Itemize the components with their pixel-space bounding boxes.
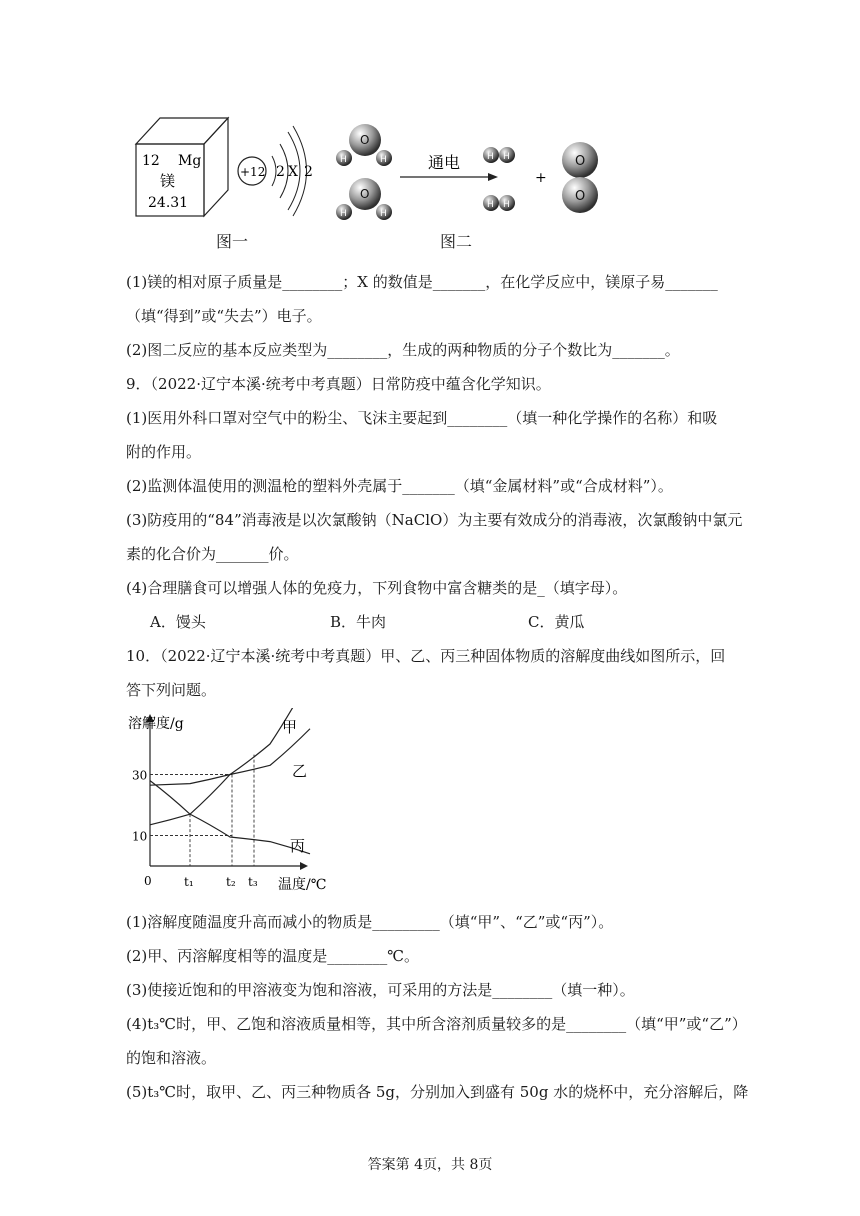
- x-tick-label: t₁: [184, 875, 194, 889]
- x-tick-label: t₂: [226, 875, 236, 889]
- water-molecule-2: [336, 178, 392, 220]
- x-axis-label: 温度/℃: [278, 877, 327, 893]
- q9-part1-line1: (1)医用外科口罩对空气中的粉尘、飞沫主要起到________（填一种化学操作的名称）和吸: [126, 409, 718, 427]
- x-axis-arrow: [300, 862, 308, 870]
- plus-sign: +: [535, 170, 547, 186]
- nucleus-charge: +12: [240, 165, 266, 179]
- svg-text:H: H: [487, 200, 494, 210]
- element-mass: 24.31: [148, 195, 189, 211]
- caption-figure-2: 图二: [440, 232, 473, 251]
- q10-title-line1: 10．（2022·辽宁本溪·统考中考真题）甲、乙、丙三种固体物质的溶解度曲线如图所示，回: [126, 647, 726, 665]
- svg-text:H: H: [340, 155, 347, 165]
- shell1-electrons: 2: [276, 164, 285, 180]
- figure-magnesium: [130, 110, 330, 222]
- svg-text:H: H: [380, 155, 387, 165]
- series-label-3: 丙: [290, 837, 306, 855]
- q8-part1-line1: (1)镁的相对原子质量是________；X 的数值是_______，在化学反应中，镁原子易_______: [126, 273, 718, 291]
- svg-text:H: H: [340, 209, 347, 219]
- q9-part3-line2: 素的化合价为_______价。: [126, 545, 299, 563]
- q10-title-line2: 答下列问题。: [126, 681, 217, 699]
- q9-option-a: A．馒头: [150, 613, 206, 631]
- q9-title: 9．（2022·辽宁本溪·统考中考真题）日常防疫中蕴含化学知识。: [126, 375, 551, 393]
- svg-text:O: O: [360, 187, 370, 201]
- figure-electrolysis: [330, 118, 610, 228]
- page-footer: 答案第 4页，共 8页: [367, 1157, 493, 1173]
- series-curve-2: [150, 729, 310, 785]
- x-tick-label: t₃: [248, 875, 258, 889]
- q9-option-b: B．牛肉: [330, 613, 387, 631]
- solubility-chart: [126, 708, 332, 894]
- element-box-top: [136, 118, 228, 144]
- svg-text:H: H: [503, 200, 510, 210]
- hydrogen-molecule-1: [483, 147, 515, 163]
- svg-text:O: O: [360, 133, 370, 147]
- oxygen-molecule: [562, 142, 598, 213]
- element-number: 12: [142, 153, 160, 169]
- reaction-arrowhead: [488, 173, 498, 181]
- reaction-condition: 通电: [428, 153, 461, 172]
- q8-part2: (2)图二反应的基本反应类型为________，生成的两种物质的分子个数比为_______。: [126, 341, 680, 359]
- caption-figure-1: 图一: [216, 232, 249, 251]
- origin-label: 0: [144, 874, 152, 888]
- q9-part1-line2: 附的作用。: [126, 443, 202, 461]
- svg-text:H: H: [380, 209, 387, 219]
- q9-part4: (4)合理膳食可以增强人体的免疫力，下列食物中富含糖类的是_（填字母）。: [126, 579, 628, 597]
- q10-part3: (3)使接近饱和的甲溶液变为饱和溶液，可采用的方法是________（填一种）。: [126, 981, 635, 999]
- hydrogen-molecule-2: [483, 195, 515, 211]
- q10-part1: (1)溶解度随温度升高而减小的物质是_________（填“甲”、“乙”或“丙”）。: [126, 913, 614, 931]
- q9-part3-line1: (3)防疫用的“84”消毒液是以次氯酸钠（NaClO）为主要有效成分的消毒液，次氯酸钠中氯元: [126, 511, 743, 529]
- q9-option-c: C．黄瓜: [528, 613, 585, 631]
- svg-text:H: H: [503, 152, 510, 162]
- y-axis-label: 溶解度/g: [128, 716, 184, 732]
- y-tick-label: 10: [132, 829, 148, 844]
- q10-part4-line2: 的饱和溶液。: [126, 1049, 217, 1067]
- q9-part2: (2)监测体温使用的测温枪的塑料外壳属于_______（填“金属材料”或“合成材料”）。: [126, 477, 673, 495]
- element-box-side: [204, 118, 228, 216]
- series-label-2: 乙: [292, 762, 308, 780]
- svg-text:O: O: [575, 189, 586, 204]
- y-tick-label: 30: [132, 768, 148, 783]
- q10-part5: (5)t₃℃时，取甲、乙、丙三种物质各 5g，分别加入到盛有 50g 水的烧杯中，充分溶解后，降: [126, 1083, 749, 1101]
- svg-text:O: O: [575, 154, 586, 169]
- q10-part2: (2)甲、丙溶解度相等的温度是________℃。: [126, 947, 420, 965]
- shell2-electrons: X: [288, 164, 298, 180]
- series-curve-3: [150, 781, 310, 854]
- svg-text:H: H: [487, 152, 494, 162]
- water-molecule-1: [336, 124, 392, 166]
- q10-part4-line1: (4)t₃℃时，甲、乙饱和溶液质量相等，其中所含溶剂质量较多的是________（填“甲”或“乙”）: [126, 1015, 747, 1033]
- element-symbol: Mg: [178, 153, 202, 169]
- q8-part1-line2: （填“得到”或“失去”）电子。: [126, 307, 322, 325]
- series-label-1: 甲: [282, 718, 298, 736]
- shell3-electrons: 2: [304, 164, 313, 180]
- element-name: 镁: [160, 172, 176, 190]
